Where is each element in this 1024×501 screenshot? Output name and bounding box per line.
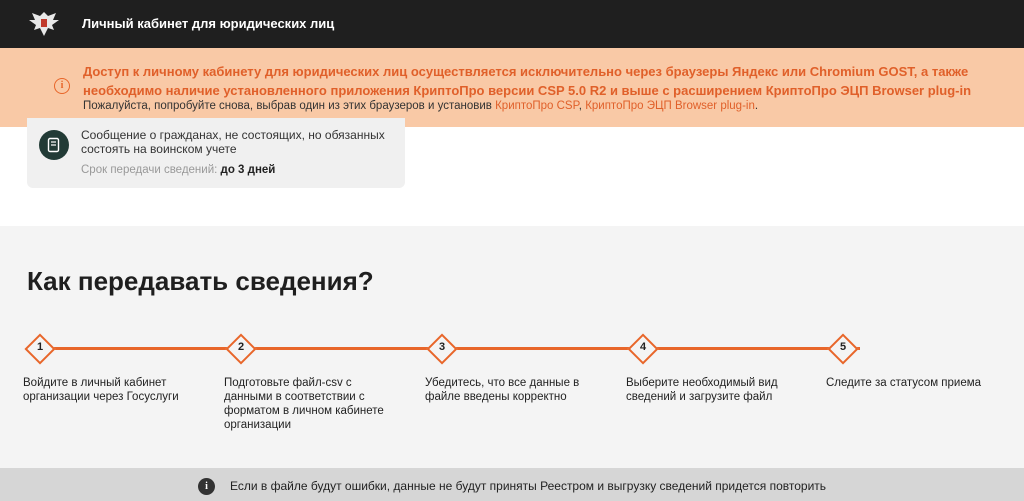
card-term-value: до 3 дней xyxy=(220,164,276,176)
step-number-badge: 4 xyxy=(626,332,660,366)
step-number-badge: 5 xyxy=(826,332,860,366)
how-to-section xyxy=(0,226,1024,468)
info-icon: i xyxy=(198,478,215,495)
step-description: Подготовьте файл-csv с данными в соответствии с форматом в личном кабинете организации xyxy=(224,377,384,431)
alert-separator: , xyxy=(578,100,586,112)
step-number-badge: 1 xyxy=(23,332,57,366)
step-description: Следите за статусом приема xyxy=(826,377,982,389)
browser-warning-banner xyxy=(0,48,1024,127)
page-header-title: Личный кабинет для юридических лиц xyxy=(82,16,335,31)
top-navigation-bar xyxy=(0,0,1024,48)
service-card[interactable] xyxy=(27,118,405,188)
step-description: Убедитесь, что все данные в файле введены корректно xyxy=(425,377,580,403)
cryptopro-plugin-link[interactable]: КриптоПро ЭЦП Browser plug-in xyxy=(585,100,755,112)
step-number-badge: 2 xyxy=(224,332,258,366)
how-to-title: Как передавать сведения? xyxy=(27,266,374,296)
card-term-label: Срок передачи сведений: xyxy=(81,164,221,176)
document-icon xyxy=(39,130,69,160)
step-description: Войдите в личный кабинет организации через Госуслуги xyxy=(23,377,179,403)
card-description: Сообщение о гражданах, не состоящих, но обязанных состоять на воинском учете xyxy=(81,128,385,156)
error-notice-bar xyxy=(0,468,1024,501)
card-term xyxy=(81,164,275,176)
alert-sub-text xyxy=(83,100,758,112)
alert-main-text: Доступ к личному кабинету для юридических лиц осуществляется исключительно через браузеры Яндекс или Chromium GOST, а также необходимо наличие установленного приложения КриптоПро версии CSP 5.0 R2 и выше с расширением КриптоПро ЭЦП Browser plug-in xyxy=(83,64,972,98)
alert-sub-prefix: Пожалуйста, попробуйте снова, выбрав один из этих браузеров и установив xyxy=(83,100,496,112)
cryptopro-csp-link[interactable]: КриптоПро CSP xyxy=(495,100,579,112)
alert-sub-suffix: . xyxy=(754,100,759,112)
info-circle-icon: i xyxy=(54,78,70,94)
eagle-emblem-icon[interactable] xyxy=(26,8,62,40)
step-description: Выберите необходимый вид сведений и загрузите файл xyxy=(626,377,778,403)
step-number-badge: 3 xyxy=(425,332,459,366)
error-notice-text: Если в файле будут ошибки, данные не будут приняты Реестром и выгрузку сведений придется повторить xyxy=(230,479,827,493)
